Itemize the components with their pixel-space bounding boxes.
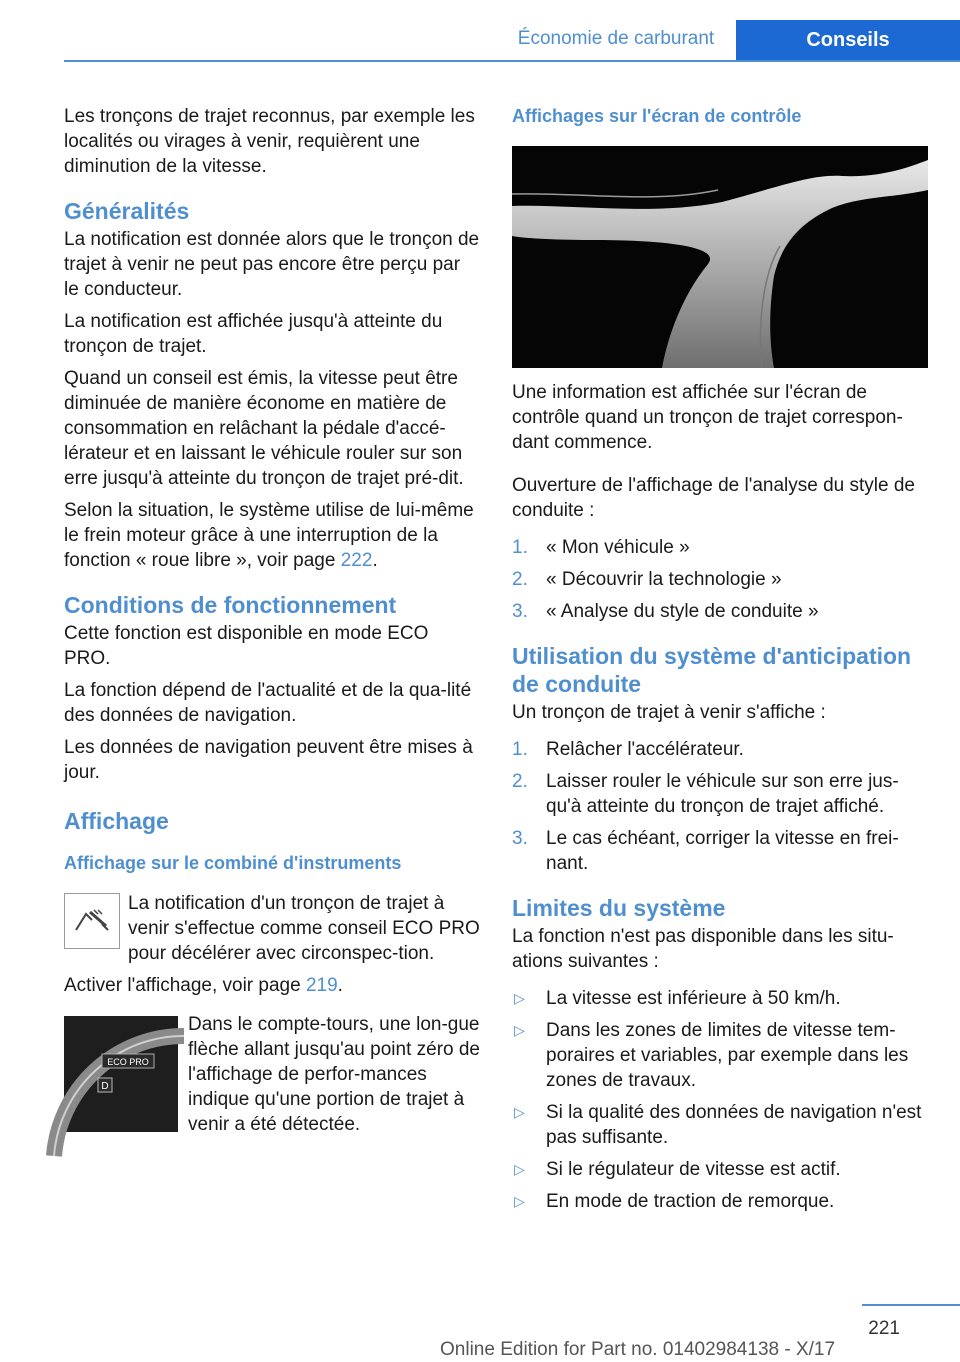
limit-text: En mode de traction de remorque. [546,1191,835,1212]
edition-note: Online Edition for Part no. 01402984138 - X/17 [440,1339,836,1360]
page-header [0,0,960,62]
header-chapter-tab[interactable]: Conseils [736,20,960,60]
opening-step [512,599,928,624]
step-number: 2. [512,569,528,590]
limit-item [512,1100,928,1150]
affichage-p3-text: Dans le compte-tours, une lon‐gue flèche allant jusqu'au point zéro de l'affichage de perfor‐mances indique qu'une portion de trajet à venir a été détectée. [188,1014,480,1135]
generalites-p3: Quand un conseil est émis, la vitesse peut être diminuée de manière économe en matière de consommation en relâchant la pédale d'accé‐lérateur et en laissant le véhicule rouler sur son erre jusqu'à atteinte du tronçon de trajet pré‐dit. [64,368,464,489]
limit-text: La vitesse est inférieure à 50 km/h. [546,988,841,1009]
generalites-p4-text: Selon la situation, le système utilise de lui-même le frein moteur grâce à une interruption de la fonction « roue libre », voir page [64,500,474,571]
affichage-p3 [64,1012,480,1137]
heading-generalites: Généralités [64,198,190,224]
limits-list [512,986,928,1214]
step-number: 1. [512,739,528,760]
heading-ecran-controle: Affichages sur l'écran de contrôle [512,106,802,126]
eco-pro-anticipation-icon [64,893,120,949]
heading-limites: Limites du système [512,895,726,921]
bullet-triangle-icon: ▷ [514,990,525,1006]
usage-step [512,769,928,819]
conditions-p3: Les données de navigation peuvent être mises à jour. [64,737,473,783]
usage-step [512,826,928,876]
limit-text: Dans les zones de limites de vitesse tem‐poraires et variables, par exemple dans les zones de travaux. [546,1020,909,1091]
header-section-title: Économie de carburant [517,28,715,49]
page-number: 221 [868,1318,900,1339]
opening-steps-list [512,535,928,624]
step-text: Laisser rouler le véhicule sur son erre jus‐qu'à atteinte du tronçon de trajet affiché. [546,771,899,817]
step-text[interactable]: « Découvrir la technologie » [546,569,782,590]
usage-step [512,737,928,762]
right-column [512,104,928,1222]
opening-step [512,567,928,592]
conditions-p2: La fonction dépend de l'actualité et de la qua‐lité des données de navigation. [64,680,472,726]
usage-steps-list [512,737,928,876]
heading-conditions: Conditions de fonctionnement [64,592,397,618]
heading-utilisation: Utilisation du système d'anticipation de conduite [512,643,912,697]
affichage-p2-text: Activer l'affichage, voir page [64,975,306,996]
step-text[interactable]: « Analyse du style de conduite » [546,601,819,622]
limit-text: Si la qualité des données de navigation n'est pas suffisante. [546,1102,922,1148]
heading-affichage-combine: Affichage sur le combiné d'instruments [64,853,402,873]
step-number: 3. [512,828,528,849]
limit-item [512,1157,928,1182]
affichage-p2 [64,973,480,998]
step-number: 2. [512,771,528,792]
limits-intro: La fonction n'est pas disponible dans les situ‐ations suivantes : [512,926,894,972]
limit-item [512,1189,928,1214]
limit-item [512,1018,928,1093]
bullet-triangle-icon: ▷ [514,1193,525,1209]
left-column [64,104,480,1144]
tachometer-eco-pro-image [64,1016,178,1132]
generalites-p2: La notification est affichée jusqu'à atteinte du tronçon de trajet. [64,311,443,357]
opening-intro: Ouverture de l'affichage de l'analyse du style de conduite : [512,475,915,521]
limit-item [512,986,928,1011]
generalites-p4 [64,498,480,573]
bullet-triangle-icon: ▷ [514,1161,525,1177]
header-divider [64,60,960,62]
cluster-gear-label: D [101,1081,109,1092]
limit-text: Si le régulateur de vitesse est actif. [546,1159,841,1180]
cluster-eco-pro-label: ECO PRO [107,1057,149,1067]
affichage-p1 [64,891,480,966]
step-number: 3. [512,601,528,622]
intro-paragraph: Les tronçons de trajet reconnus, par exemple les localités ou virages à venir, requièrent une diminution de la vitesse. [64,106,475,177]
affichage-p2-end: . [337,975,343,996]
generalites-p4-end: . [372,550,378,571]
bullet-triangle-icon: ▷ [514,1022,525,1038]
page-link-219[interactable]: 219 [305,975,338,996]
heading-affichage: Affichage [64,808,169,834]
control-display-road-image [512,146,928,368]
step-number: 1. [512,537,528,558]
footer-divider [862,1304,960,1306]
step-text: Le cas échéant, corriger la vitesse en frei‐nant. [546,828,899,874]
step-text: Relâcher l'accélérateur. [546,739,744,760]
generalites-p1: La notification est donnée alors que le tronçon de trajet à venir ne peut pas encore être perçu par le conducteur. [64,229,480,300]
opening-step [512,535,928,560]
bullet-triangle-icon: ▷ [514,1104,525,1120]
usage-intro: Un tronçon de trajet à venir s'affiche : [512,702,826,723]
step-text[interactable]: « Mon véhicule » [546,537,690,558]
conditions-p1: Cette fonction est disponible en mode ECO PRO. [64,623,429,669]
screen-caption: Une information est affichée sur l'écran de contrôle quand un tronçon de trajet correspon‐dant commence. [512,382,903,453]
affichage-p1-text: La notification d'un tronçon de trajet à venir s'effectue comme conseil ECO PRO pour décélérer avec circonspec‐tion. [128,893,480,964]
page-link-222[interactable]: 222 [340,550,373,571]
